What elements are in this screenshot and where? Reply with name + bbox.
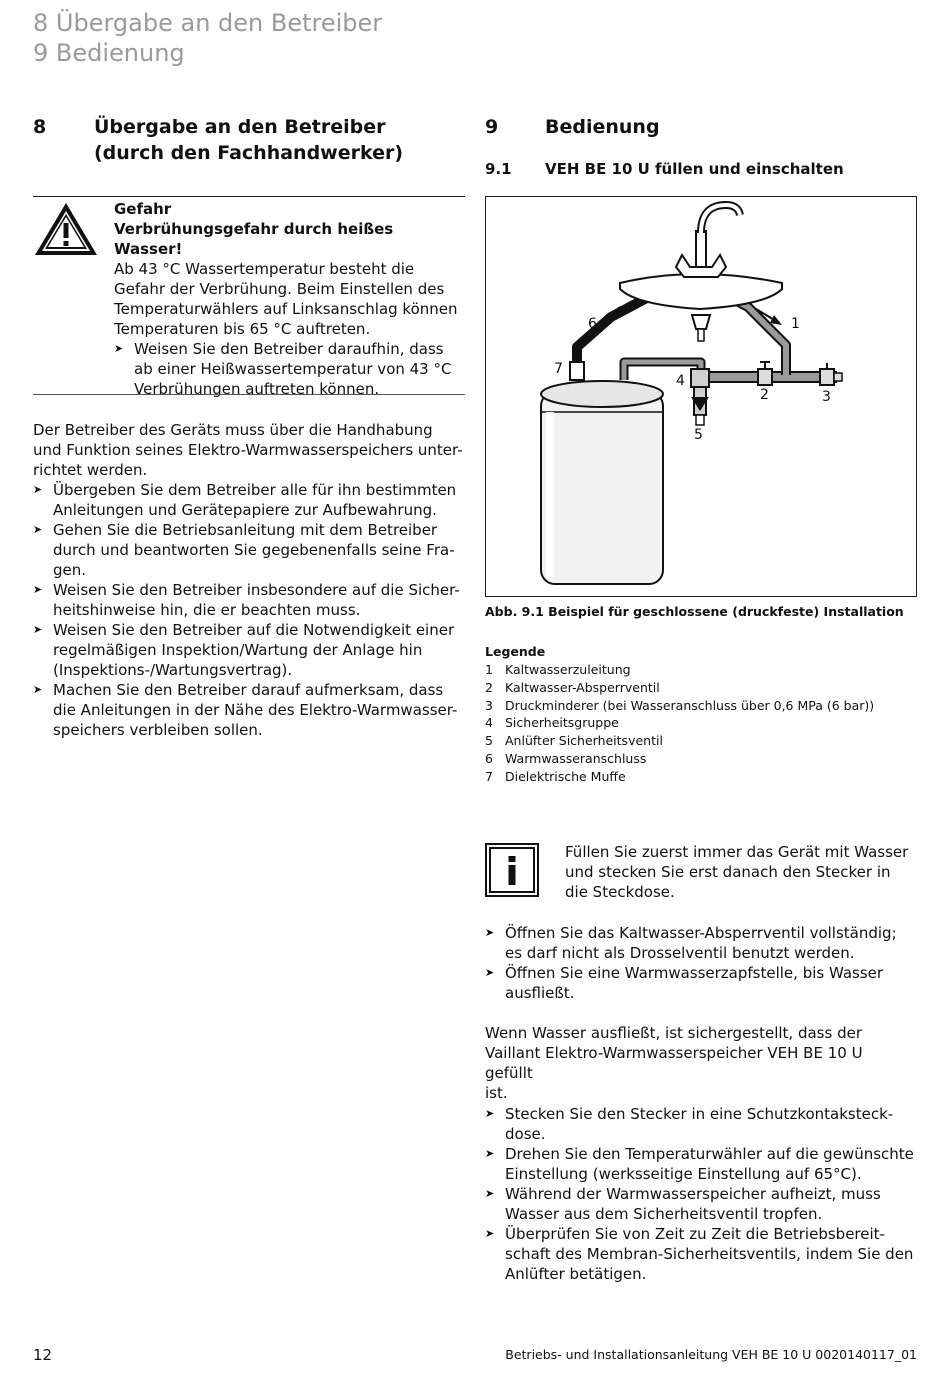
legend-item <box>485 714 874 732</box>
arrow-bullet-icon: ➤ <box>485 1187 495 1200</box>
list-item <box>485 1224 915 1284</box>
section-8-number: 8 <box>33 116 47 138</box>
list-item-line: es darf nicht als Drosselventil benutzt werden. <box>505 944 855 962</box>
list-item <box>33 580 465 620</box>
section-9-steps-a <box>485 923 915 1003</box>
paragraph-line: Wenn Wasser ausfließt, ist sichergestellt, dass der <box>485 1024 862 1042</box>
legend-text: Kaltwasser-Absperrventil <box>505 679 660 695</box>
list-item-line: Anleitungen und Gerätepapiere zur Aufbewahrung. <box>53 501 437 519</box>
info-line: die Steckdose. <box>565 883 675 901</box>
warning-line: Ab 43 °C Wassertemperatur besteht die <box>114 260 415 278</box>
legend-number: 5 <box>485 733 493 749</box>
legend-item <box>485 732 874 750</box>
arrow-bullet-icon: ➤ <box>485 1107 495 1120</box>
info-icon <box>485 843 539 897</box>
arrow-bullet-icon: ➤ <box>33 583 43 596</box>
legend-title: Legende <box>485 644 546 659</box>
section-9-paragraph <box>485 1023 915 1103</box>
section-8-title-line-1: Übergabe an den Betreiber <box>94 116 386 138</box>
list-item-line: Drehen Sie den Temperaturwähler auf die gewünschte <box>505 1145 914 1163</box>
legend-text: Kaltwasserzuleitung <box>505 662 631 677</box>
callout-1: 1 <box>791 316 800 332</box>
section-8-body <box>33 420 465 740</box>
warning-bottom-rule <box>33 394 465 395</box>
legend-item <box>485 750 874 768</box>
figure-caption: Abb. 9.1 Beispiel für geschlossene (druckfeste) Installation <box>485 604 904 619</box>
legend-text: Warmwasseranschluss <box>505 750 647 766</box>
list-item-line: Öffnen Sie eine Warmwasserzapfstelle, bis Wasser <box>505 964 884 982</box>
list-item-line: dose. <box>505 1125 546 1143</box>
legend-number: 4 <box>485 715 493 731</box>
list-item-line: Übergeben Sie dem Betreiber alle für ihn bestimmten <box>53 481 457 499</box>
list-item <box>33 680 465 740</box>
warning-content <box>114 199 464 399</box>
list-item-line: Machen Sie den Betreiber darauf aufmerksam, dass <box>53 681 444 699</box>
warning-line: Gefahr der Verbrühung. Beim Einstellen des <box>114 280 445 298</box>
legend-item <box>485 679 874 697</box>
warning-headline: Verbrühungsgefahr durch heißes Wasser! <box>114 220 394 258</box>
warning-bullet-line: ab einer Heißwassertemperatur von 43 °C <box>134 360 452 378</box>
section-9-steps-b <box>485 1104 915 1284</box>
callout-2: 2 <box>760 387 769 403</box>
legend-text: Dielektrische Muffe <box>505 768 626 784</box>
callout-3: 3 <box>822 389 831 405</box>
list-item-line: heitshinweise hin, die er beachten muss. <box>53 601 361 619</box>
list-item <box>33 620 465 680</box>
warning-bullet-line: Weisen Sie den Betreiber daraufhin, dass <box>134 340 444 358</box>
list-item-line: Stecken Sie den Stecker in eine Schutzkontaksteck- <box>505 1105 894 1123</box>
list-item-line: durch und beantworten Sie gegebenenfalls seine Fra- <box>53 541 455 559</box>
list-item-line: Überprüfen Sie von Zeit zu Zeit die Betriebsbereit- <box>505 1225 885 1243</box>
info-line: und stecken Sie erst danach den Stecker in <box>565 863 891 881</box>
list-item-line: speichers verbleiben sollen. <box>53 721 263 739</box>
warning-bullet-line: Verbrühungen auftreten können. <box>134 380 380 398</box>
callout-4: 4 <box>676 373 685 389</box>
legend-number: 2 <box>485 679 493 695</box>
intro-line: richtet werden. <box>33 461 148 479</box>
info-line: Füllen Sie zuerst immer das Gerät mit Wasser <box>565 843 909 861</box>
list-item <box>485 1184 915 1224</box>
warning-line: Temperaturwählers auf Linksanschlag können <box>114 300 458 318</box>
list-item-line: Einstellung (werksseitige Einstellung auf 65°C). <box>505 1165 862 1183</box>
page-number: 12 <box>33 1346 53 1364</box>
arrow-bullet-icon: ➤ <box>33 483 43 496</box>
callout-5: 5 <box>694 427 703 443</box>
list-item-line: (Inspektions-/Wartungsvertrag). <box>53 661 293 679</box>
intro-line: und Funktion seines Elektro-Warmwasserspeichers unter- <box>33 441 463 459</box>
warning-top-rule <box>33 196 465 197</box>
intro-line: Der Betreiber des Geräts muss über die Handhabung <box>33 421 433 439</box>
legend-list <box>485 661 874 786</box>
legend-item <box>485 697 874 715</box>
arrow-bullet-icon: ➤ <box>485 926 495 939</box>
paragraph-line: Vaillant Elektro-Warmwasserspeicher VEH BE 10 U gefüllt <box>485 1044 863 1082</box>
list-item-line: Wasser aus dem Sicherheitsventil tropfen. <box>505 1205 823 1223</box>
document-reference: Betriebs- und Installationsanleitung VEH BE 10 U 0020140117_01 <box>505 1347 917 1362</box>
info-note <box>565 842 925 902</box>
warning-bullet <box>114 339 464 399</box>
list-item <box>33 480 465 520</box>
running-header-line-2: 9 Bedienung <box>33 39 185 67</box>
list-item <box>485 923 915 963</box>
legend-item <box>485 768 874 786</box>
legend-text: Anlüfter Sicherheitsventil <box>505 733 663 749</box>
section-8-title <box>94 114 403 166</box>
section-9-number: 9 <box>485 116 499 138</box>
arrow-bullet-icon: ➤ <box>485 1227 495 1240</box>
callout-6: 6 <box>588 316 597 332</box>
running-header-line-1: 8 Übergabe an den Betreiber <box>33 9 383 37</box>
list-item-line: ausfließt. <box>505 984 575 1002</box>
installation-figure <box>485 196 917 597</box>
section-9-title: Bedienung <box>545 116 660 138</box>
arrow-bullet-icon: ➤ <box>33 623 43 636</box>
arrow-bullet-icon: ➤ <box>33 683 43 696</box>
list-item <box>33 520 465 580</box>
legend-item <box>485 661 874 679</box>
section-8-title-line-2: (durch den Fachhandwerker) <box>94 142 404 164</box>
list-item-line: gen. <box>53 561 87 579</box>
legend-number: 7 <box>485 768 493 784</box>
list-item-line: Weisen Sie den Betreiber auf die Notwendigkeit einer <box>53 621 455 639</box>
list-item <box>485 1104 915 1144</box>
arrow-bullet-icon: ➤ <box>485 1147 495 1160</box>
legend-text: Sicherheitsgruppe <box>505 715 619 731</box>
installation-diagram <box>486 197 916 596</box>
warning-triangle-icon <box>33 201 99 257</box>
list-item-line: regelmäßigen Inspektion/Wartung der Anlage hin <box>53 641 423 659</box>
list-item-line: schaft des Membran-Sicherheitsventils, indem Sie den <box>505 1245 914 1263</box>
legend-number: 1 <box>485 662 493 677</box>
legend-number: 3 <box>485 697 493 713</box>
list-item-line: Weisen Sie den Betreiber insbesondere auf die Sicher- <box>53 581 460 599</box>
subsection-title: VEH BE 10 U füllen und einschalten <box>545 160 844 178</box>
legend-text: Druckminderer (bei Wasseranschluss über 0,6 MPa (6 bar)) <box>505 697 875 713</box>
warning-line: Temperaturen bis 65 °C auftreten. <box>114 320 371 338</box>
running-header <box>33 8 382 68</box>
list-item-line: Öffnen Sie das Kaltwasser-Absperrventil vollständig; <box>505 924 897 942</box>
arrow-bullet-icon: ➤ <box>33 523 43 536</box>
list-item <box>485 963 915 1003</box>
warning-label: Gefahr <box>114 200 172 218</box>
callout-7: 7 <box>554 361 563 377</box>
list-item-line: Anlüfter betätigen. <box>505 1265 647 1283</box>
paragraph-line: ist. <box>485 1084 508 1102</box>
subsection-number: 9.1 <box>485 160 512 178</box>
arrow-bullet-icon: ➤ <box>485 966 495 979</box>
list-item-line: Während der Warmwasserspeicher aufheizt, muss <box>505 1185 881 1203</box>
list-item-line: die Anleitungen in der Nähe des Elektro-Warmwasser- <box>53 701 458 719</box>
list-item <box>485 1144 915 1184</box>
arrow-bullet-icon: ➤ <box>114 342 124 355</box>
list-item-line: Gehen Sie die Betriebsanleitung mit dem Betreiber <box>53 521 438 539</box>
legend-number: 6 <box>485 750 493 766</box>
